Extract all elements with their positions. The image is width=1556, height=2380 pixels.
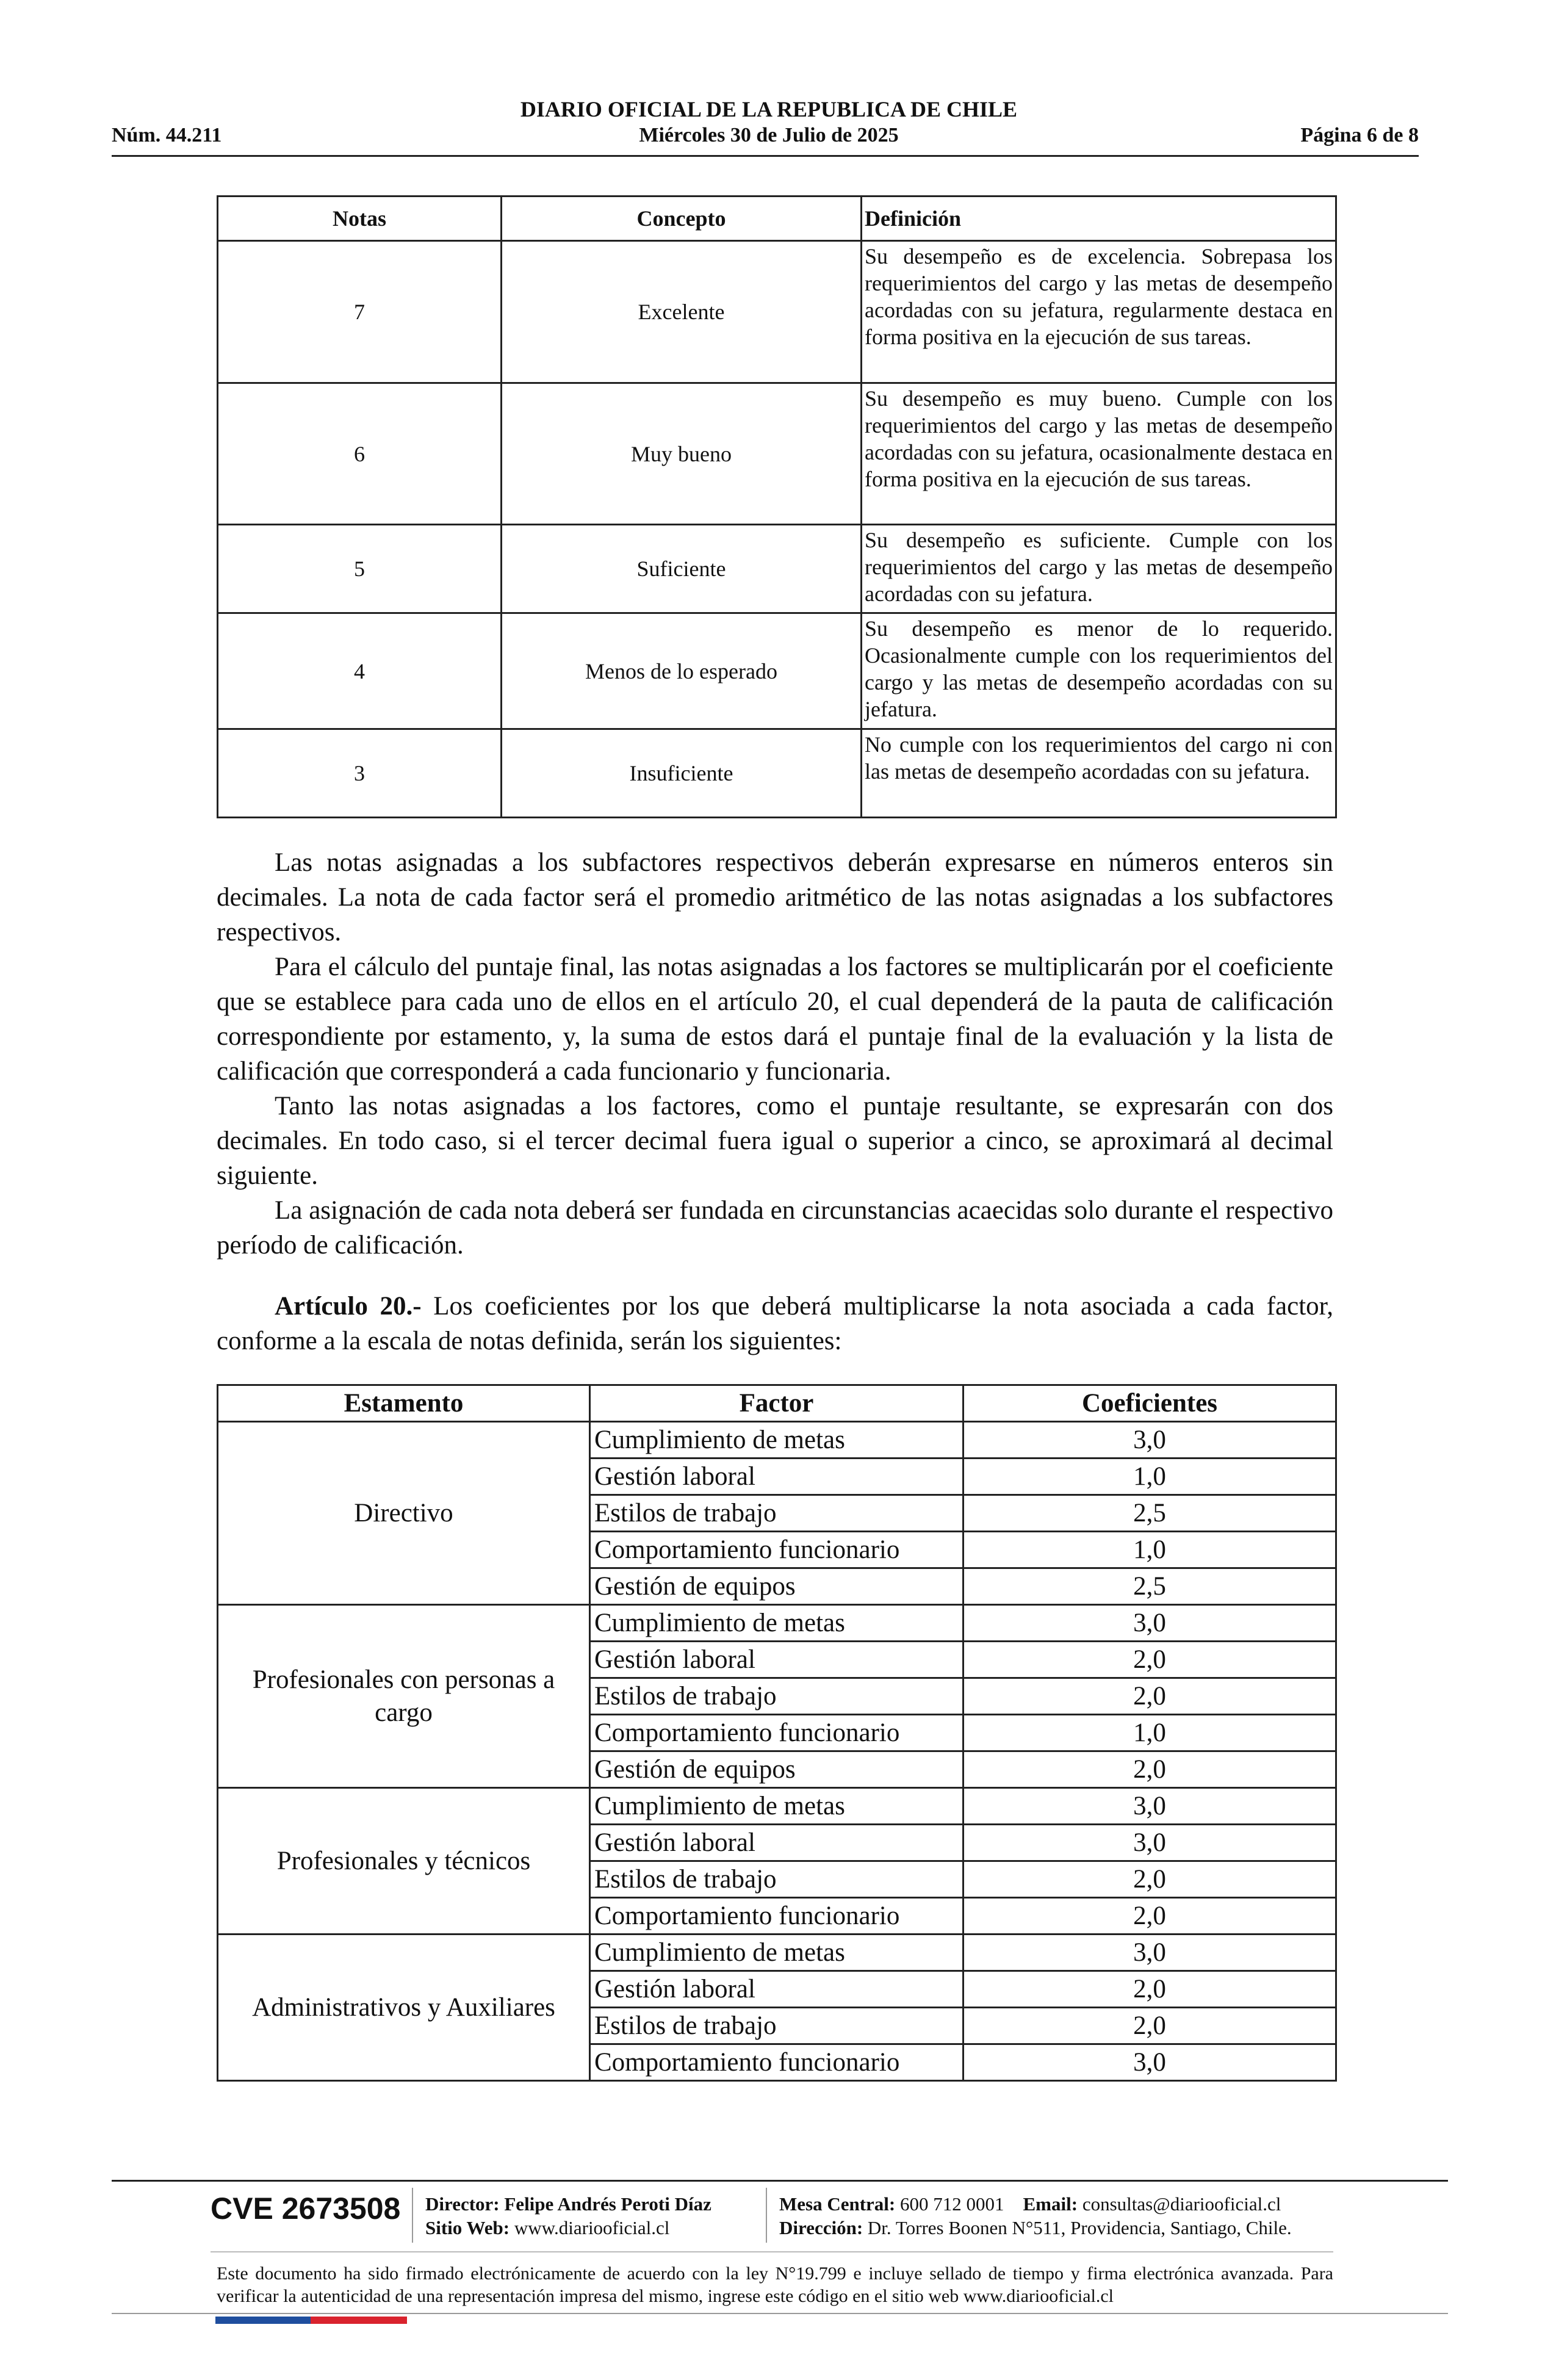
coef-cell: 2,0 <box>963 1898 1336 1935</box>
coef-cell: 2,0 <box>963 1751 1336 1788</box>
body-paragraph: Las notas asignadas a los subfactores respectivos deberán expresarse en números enteros sin decimales. La nota de cada factor será el promedio aritmético de las notas asignadas a los subfactores respectivos. <box>217 848 1333 947</box>
table-row <box>218 241 1336 383</box>
factor-cell: Estilos de trabajo <box>590 1861 963 1898</box>
phone-number: 600 712 0001 <box>900 2193 1004 2215</box>
website-link[interactable]: www.diariooficial.cl <box>514 2217 670 2238</box>
definicion-cell: Su desempeño es de excelencia. Sobrepasa los requerimientos del cargo y las metas de desempeño acordadas con su jefatura, regularmente destaca en forma positiva en la ejecución de sus tareas. <box>862 241 1336 383</box>
article-20-paragraph <box>217 1289 1333 1358</box>
legal-notice: Este documento ha sido firmado electrónicamente de acuerdo con la ley N°19.799 e incluye sellado de tiempo y firma electrónica avanzada. Para verificar la autenticidad de una representación impresa del mismo, ingrese este código en el sitio web www.diariooficial.cl <box>217 2263 1333 2306</box>
definicion-cell: Su desempeño es menor de lo requerido. Ocasionalmente cumple con los requerimientos del cargo y las metas de desempeño acordadas con su jefatura. <box>862 613 1336 729</box>
nota-cell: 6 <box>218 383 502 525</box>
coefficients-table-header <box>218 1385 1336 1422</box>
estamento-cell: Profesionales y técnicos <box>218 1788 590 1935</box>
email-label: Email: <box>1023 2193 1078 2215</box>
body-paragraph: Tanto las notas asignadas a los factores, como el puntaje resultante, se expresarán con dos decimales. En todo caso, si el tercer decimal fuera igual o superior a cinco, se aproximará al decimal siguiente. <box>217 1092 1333 1190</box>
address-label: Dirección: <box>779 2217 863 2238</box>
coef-cell: 3,0 <box>963 1422 1336 1459</box>
coef-cell: 2,0 <box>963 1642 1336 1678</box>
header-estamento: Estamento <box>218 1385 590 1422</box>
factor-cell: Gestión de equipos <box>590 1568 963 1605</box>
factor-cell: Comportamiento funcionario <box>590 1898 963 1935</box>
coef-cell: 2,5 <box>963 1495 1336 1532</box>
header-notas: Notas <box>218 197 502 241</box>
coef-cell: 3,0 <box>963 1935 1336 1971</box>
coef-cell: 2,0 <box>963 1861 1336 1898</box>
coef-cell: 2,0 <box>963 1678 1336 1715</box>
body-paragraph: Para el cálculo del puntaje final, las notas asignadas a los factores se multiplicarán por el coeficiente que se establece para cada uno de ellos en el artículo 20, el cual dependerá de la pauta de calificación correspondiente por estamento, y, la suma de estos dará el puntaje final de la evaluación y la lista de calificación que corresponderá a cada funcionario y funcionaria. <box>217 953 1333 1086</box>
factor-cell: Gestión laboral <box>590 1971 963 2008</box>
table-row <box>218 613 1336 729</box>
table-row <box>218 1605 1336 1642</box>
factor-cell: Estilos de trabajo <box>590 2008 963 2044</box>
estamento-cell: Administrativos y Auxiliares <box>218 1935 590 2081</box>
coef-cell: 1,0 <box>963 1715 1336 1751</box>
page-indicator: Página 6 de 8 <box>1300 124 1419 146</box>
website-label: Sitio Web: <box>425 2217 510 2238</box>
coef-cell: 3,0 <box>963 2044 1336 2081</box>
grades-table-header <box>218 197 1336 241</box>
flag-bar-blue <box>215 2317 311 2324</box>
footer-separator <box>412 2188 413 2243</box>
coef-cell: 1,0 <box>963 1532 1336 1568</box>
concepto-cell: Insuficiente <box>502 729 862 818</box>
coef-cell: 3,0 <box>963 1605 1336 1642</box>
header-divider <box>112 155 1419 157</box>
footer-address <box>779 2216 1292 2240</box>
article-20-text: Los coeficientes por los que deberá multiplicarse la nota asociada a cada factor, conforme a la escala de notas definida, serán los siguientes: <box>217 1292 1333 1355</box>
header-definicion: Definición <box>862 197 1336 241</box>
definicion-cell: No cumple con los requerimientos del cargo ni con las metas de desempeño acordadas con su jefatura. <box>862 729 1336 818</box>
table-row <box>218 1935 1336 1971</box>
nota-cell: 3 <box>218 729 502 818</box>
footer-divider <box>112 2180 1448 2182</box>
coef-cell: 3,0 <box>963 1825 1336 1861</box>
coef-cell: 2,0 <box>963 2008 1336 2044</box>
header-coeficientes: Coeficientes <box>963 1385 1336 1422</box>
nota-cell: 5 <box>218 525 502 613</box>
issue-number: Núm. 44.211 <box>112 124 222 146</box>
cve-code: CVE 2673508 <box>211 2191 401 2226</box>
factor-cell: Gestión laboral <box>590 1459 963 1495</box>
director-label: Director: <box>425 2193 500 2215</box>
nota-cell: 4 <box>218 613 502 729</box>
nota-cell: 7 <box>218 241 502 383</box>
flag-bar-red <box>311 2317 407 2324</box>
factor-cell: Cumplimiento de metas <box>590 1422 963 1459</box>
email-link[interactable]: consultas@diariooficial.cl <box>1082 2193 1281 2215</box>
table-row <box>218 729 1336 818</box>
footer-director <box>425 2192 711 2216</box>
factor-cell: Cumplimiento de metas <box>590 1605 963 1642</box>
footer-contact <box>779 2192 1281 2216</box>
address-text: Dr. Torres Boonen N°511, Providencia, Santiago, Chile. <box>867 2217 1292 2238</box>
definicion-cell: Su desempeño es muy bueno. Cumple con los requerimientos del cargo y las metas de desempeño acordadas con su jefatura, ocasionalmente destaca en forma positiva en la ejecución de sus tareas. <box>862 383 1336 525</box>
table-row <box>218 1788 1336 1825</box>
factor-cell: Comportamiento funcionario <box>590 2044 963 2081</box>
phone-label: Mesa Central: <box>779 2193 896 2215</box>
factor-cell: Estilos de trabajo <box>590 1495 963 1532</box>
coef-cell: 2,5 <box>963 1568 1336 1605</box>
footer-separator <box>766 2188 767 2243</box>
table-row <box>218 383 1336 525</box>
factor-cell: Estilos de trabajo <box>590 1678 963 1715</box>
body-paragraph: La asignación de cada nota deberá ser fundada en circunstancias acaecidas solo durante el respectivo período de calificación. <box>217 1196 1333 1260</box>
estamento-cell: Profesionales con personas a cargo <box>218 1605 590 1788</box>
coef-cell: 3,0 <box>963 1788 1336 1825</box>
concepto-cell: Menos de lo esperado <box>502 613 862 729</box>
factor-cell: Cumplimiento de metas <box>590 1935 963 1971</box>
footer-inner-divider <box>211 2251 1333 2252</box>
coef-cell: 2,0 <box>963 1971 1336 2008</box>
director-name: Felipe Andrés Peroti Díaz <box>504 2193 711 2215</box>
definicion-cell: Su desempeño es suficiente. Cumple con los requerimientos del cargo y las metas de desempeño acordadas con su jefatura. <box>862 525 1336 613</box>
grades-table <box>217 195 1337 818</box>
factor-cell: Gestión laboral <box>590 1825 963 1861</box>
article-20-label: Artículo 20.- <box>275 1292 422 1321</box>
concepto-cell: Muy bueno <box>502 383 862 525</box>
factor-cell: Comportamiento funcionario <box>590 1532 963 1568</box>
footer-website <box>425 2216 669 2240</box>
header-factor: Factor <box>590 1385 963 1422</box>
factor-cell: Comportamiento funcionario <box>590 1715 963 1751</box>
concepto-cell: Suficiente <box>502 525 862 613</box>
footer-bottom-divider <box>112 2313 1448 2314</box>
estamento-cell: Directivo <box>218 1422 590 1605</box>
coef-cell: 1,0 <box>963 1459 1336 1495</box>
table-row <box>218 525 1336 613</box>
newspaper-title: DIARIO OFICIAL DE LA REPUBLICA DE CHILE <box>520 97 1018 121</box>
factor-cell: Gestión de equipos <box>590 1751 963 1788</box>
issue-date: Miércoles 30 de Julio de 2025 <box>639 124 899 146</box>
factor-cell: Gestión laboral <box>590 1642 963 1678</box>
factor-cell: Cumplimiento de metas <box>590 1788 963 1825</box>
table-row <box>218 1422 1336 1459</box>
coefficients-table <box>217 1384 1337 2082</box>
concepto-cell: Excelente <box>502 241 862 383</box>
header-concepto: Concepto <box>502 197 862 241</box>
